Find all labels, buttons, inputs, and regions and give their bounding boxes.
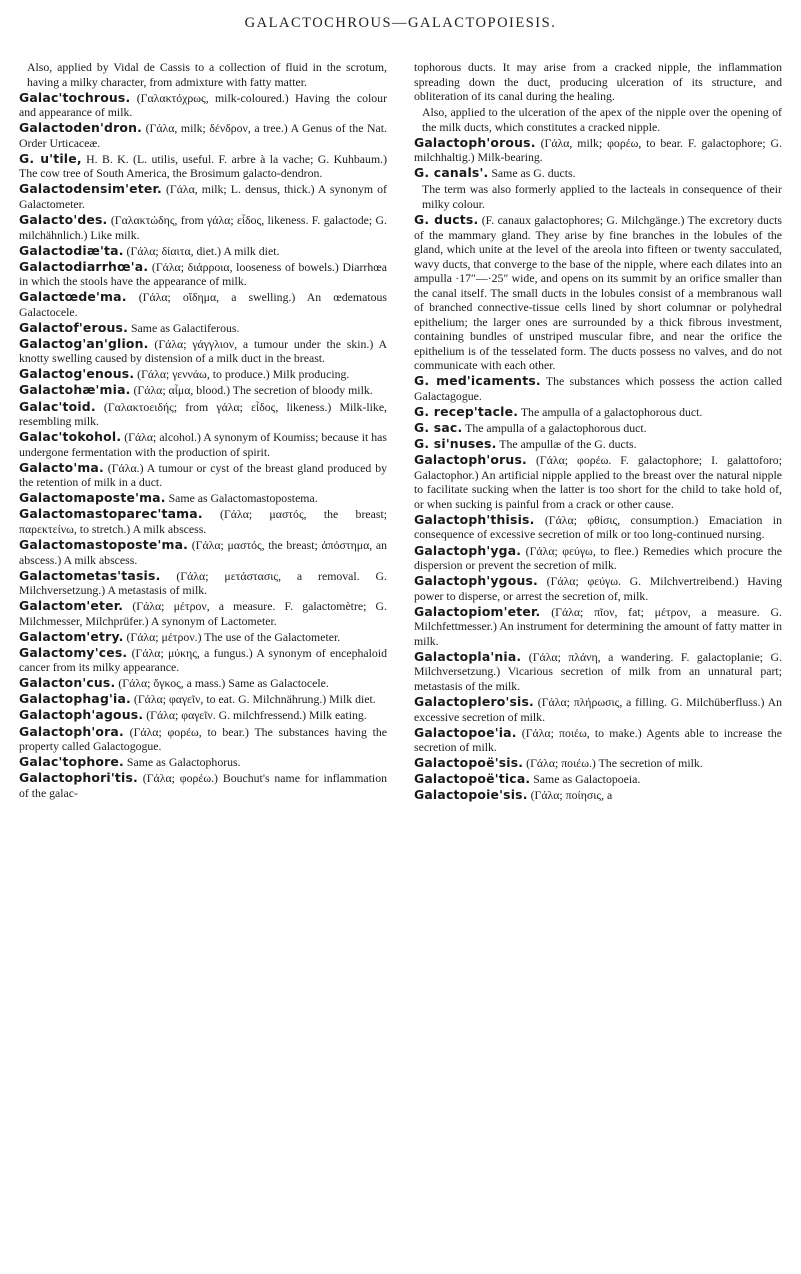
entry-headword: Galacto'des.	[19, 211, 108, 227]
entry-text: (Γάλα; φαγεῖν, to eat. G. Milchnährung.) Milk diet.	[130, 692, 376, 707]
dictionary-entry	[414, 544, 782, 573]
dictionary-entry	[414, 726, 782, 755]
entry-headword: Galactopoë'tica.	[414, 771, 531, 787]
entry-headword: G. canals'.	[414, 165, 489, 181]
dictionary-entry	[19, 244, 387, 259]
dictionary-entry	[19, 569, 387, 598]
entry-text: The substances which possess the action called Galactagogue.	[414, 374, 782, 404]
dictionary-entry	[19, 676, 387, 691]
dictionary-entry	[414, 513, 782, 542]
entry-headword: Galactohæ'mia.	[19, 382, 131, 398]
entry-text: (Γάλα; πλήρωσις, a filling. G. Milchüberfluss.) An excessive secretion of milk.	[414, 694, 782, 724]
entry-text: The ampulla of a galactophorous duct.	[518, 405, 703, 420]
dictionary-entry	[19, 692, 387, 707]
dictionary-entry	[414, 60, 782, 104]
entry-text: (Γάλα; οἴδημα, a swelling.) An œdematous Galactocele.	[19, 290, 387, 319]
dictionary-entry	[414, 405, 782, 420]
dictionary-entry	[19, 91, 387, 120]
entry-text: Also, applied by Vidal de Cassis to a collection of fluid in the scrotum, having a milky character, from admixture with fatty matter.	[27, 60, 387, 89]
entry-headword: Galactopoe'ia.	[414, 724, 517, 740]
dictionary-entry	[19, 755, 387, 770]
entry-headword: Galac'tophore.	[19, 754, 124, 770]
dictionary-entry	[19, 430, 387, 459]
entry-headword: G. sac.	[414, 420, 463, 436]
dictionary-entry	[414, 182, 782, 211]
entry-text: (Γάλα; γεννάω, to produce.) Milk producing.	[134, 367, 350, 382]
entry-headword: Galactoph'ora.	[19, 723, 124, 739]
entry-text: Same as Galactiferous.	[128, 320, 240, 335]
entry-text: The ampullæ of the G. ducts.	[496, 437, 637, 452]
entry-headword: G. ducts.	[414, 211, 479, 227]
page-header: GALACTOCHROUS—GALACTOPOIESIS.	[244, 15, 557, 31]
entry-text: (Γάλα, milk; L. densus, thick.) A synonym of Galactometer.	[19, 182, 387, 211]
dictionary-entry	[414, 574, 782, 603]
dictionary-entry	[414, 788, 782, 803]
dictionary-entry	[19, 461, 387, 490]
entry-text: Same as Galactophorus.	[123, 755, 241, 770]
entry-headword: G. med'icaments.	[414, 373, 541, 389]
dictionary-entry	[19, 491, 387, 506]
entry-headword: Galactoph'orous.	[414, 134, 536, 150]
dictionary-entry	[19, 213, 387, 242]
entry-headword: Galactodiæ'ta.	[19, 242, 124, 258]
entry-headword: Galactoph'agous.	[19, 707, 144, 723]
entry-text: The ampulla of a galactophorous duct.	[462, 421, 647, 436]
entry-text: (Γάλα; αἷμα, blood.) The secretion of bloody milk.	[130, 383, 373, 398]
dictionary-entry	[19, 337, 387, 366]
entry-text: (Γάλα; μέτρον, a measure. F. galactomètre; G. Milchmesser, Milchprüfer.) A synonym of Lactometer.	[19, 599, 387, 628]
dictionary-entry	[19, 708, 387, 723]
dictionary-entry	[19, 400, 387, 429]
entry-headword: Galactoplero'sis.	[414, 693, 534, 709]
entry-headword: Galactomastoparec'tama.	[19, 506, 203, 522]
entry-text: (Γάλα; φεύγω. G. Milchvertreibend.) Having power to disperse, or arrest the secretion of, milk.	[414, 574, 782, 603]
entry-text: Same as G. ducts.	[488, 166, 576, 181]
entry-text: (Γάλα; μύκης, a fungus.) A synonym of encephaloid cancer from its milky appearance.	[19, 645, 387, 675]
entry-text: (Γάλα; μαστός, the breast; παρεκτείνω, to stretch.) A milk abscess.	[19, 507, 387, 536]
entry-text: (F. canaux galactophores; G. Milchgänge.) The excretory ducts of the mammary gland. They arise by fine branches in the lobules of the gland, which unite at the level of the areola into fifteen or twenty sacculated, wavy ducts, that converge to the base of the nipple, where each dilates into an ampulla ·17″—·25″ wide, and opens on its summit by an orifice smaller than the canal itself. The small ducts in the lobules consist of a membranous wall of branched connective-tissue cells lined by short columnar or polyhedral epithelium; the larger ones are surrounded by a thick fibrous investment, containing bundles of unstriped muscular fibre, and near the orifice the epithelium is of the tesselated form. The ducts possess no valves, and do not communicate with each other.	[414, 212, 782, 373]
entry-text: (Γάλα; μέτρον.) The use of the Galactometer.	[123, 629, 341, 644]
dictionary-entry	[19, 152, 387, 181]
entry-text: (Γάλα; πῖον, fat; μέτρον, a measure. G. Milchfettmesser.) An instrument for determining the amount of fatty matter in milk.	[414, 604, 782, 648]
dictionary-entry	[19, 182, 387, 211]
right-column	[414, 60, 782, 804]
entry-headword: Galactoph'ygous.	[414, 573, 538, 589]
entry-text: (Γάλα; γάγγλιον, a tumour under the skin.) A knotty swelling caused by distension of a milk duct in the breast.	[19, 336, 387, 366]
dictionary-entry	[19, 599, 387, 628]
entry-text: Also, applied to the ulceration of the apex of the nipple over the opening of the milk ducts, which constitutes a cracked nipple.	[422, 105, 782, 134]
dictionary-entry	[19, 646, 387, 675]
entry-text: (Γάλα; ποιέω, to make.) Agents able to increase the secretion of milk.	[414, 725, 782, 755]
entry-headword: Galactog'an'glion.	[19, 335, 149, 351]
dictionary-entry	[414, 105, 782, 134]
entry-text: (Γάλα; ποίησις, a	[527, 788, 613, 803]
dictionary-entry	[414, 166, 782, 181]
entry-headword: Galac'tokohol.	[19, 429, 122, 445]
entry-headword: Galactog'enous.	[19, 366, 135, 382]
entry-text: (Γάλα; φορέω. F. galactophore; I. galattoforo; Galactophor.) An artificial nipple applied to the breast over the natural nipple to facilitate sucking when the latter is too short for the child to take hold of, or when sucking is painful from a crack or other cause.	[414, 453, 782, 511]
entry-text: (Γάλα, milk; δένδρον, a tree.) A Genus of the Nat. Order Urticaceæ.	[19, 121, 387, 150]
entry-text: (Γάλα; alcohol.) A synonym of Koumiss; because it has undergone fermentation with the production of spirit.	[19, 430, 387, 459]
entry-headword: G. u'tile,	[19, 150, 82, 166]
entry-headword: Galactopoie'sis.	[414, 787, 528, 803]
entry-headword: Galac'toid.	[19, 398, 96, 414]
dictionary-entry	[19, 538, 387, 567]
dictionary-entry	[19, 367, 387, 382]
entry-text: (Γαλακτόχρως, milk-coloured.) Having the colour and appearance of milk.	[19, 90, 387, 120]
entry-headword: Galactomaposte'ma.	[19, 490, 166, 506]
dictionary-entry	[414, 213, 782, 373]
entry-text: (Γαλακτώδης, from γάλα; εἶδος, likeness. F. galactode; G. milchähnlich.) Like milk.	[19, 212, 387, 242]
entry-headword: Galactomastoposte'ma.	[19, 536, 189, 552]
dictionary-entry	[19, 725, 387, 754]
left-column	[19, 60, 387, 802]
dictionary-entry	[19, 771, 387, 800]
entry-headword: Galactoph'orus.	[414, 452, 527, 468]
entry-text: (Γάλα, milk; φορέω, to bear. F. galactophore; G. milchhaltig.) Milk-bearing.	[414, 135, 782, 165]
dictionary-entry	[414, 695, 782, 724]
entry-headword: G. si'nuses.	[414, 436, 497, 452]
entry-text: (Γαλακτοειδής; from γάλα; εἶδος, likeness.) Milk-like, resembling milk.	[19, 399, 387, 429]
dictionary-entry	[414, 374, 782, 403]
entry-headword: Galactoden'dron.	[19, 120, 143, 136]
entry-text: (Γάλα.) A tumour or cyst of the breast gland produced by the retention of milk in a duct.	[19, 460, 387, 490]
dictionary-entry	[414, 421, 782, 436]
entry-text: The term was also formerly applied to the lacteals in consequence of their milky colour.	[422, 182, 782, 211]
entry-headword: Galactom'eter.	[19, 598, 124, 614]
entry-headword: G. recep'tacle.	[414, 404, 519, 420]
dictionary-entry	[414, 772, 782, 787]
entry-text: (Γάλα; φορέω.) Bouchut's name for inflammation of the galac-	[19, 771, 387, 800]
dictionary-entry	[19, 260, 387, 289]
dictionary-entry	[19, 507, 387, 536]
entry-headword: Galactom'etry.	[19, 628, 124, 644]
entry-text: (Γάλα; μαστός, the breast; ἀπόστημα, an abscess.) A milk abscess.	[19, 537, 387, 567]
entry-headword: Galacton'cus.	[19, 675, 116, 691]
dictionary-entry	[19, 630, 387, 645]
entry-headword: Galactopiom'eter.	[414, 603, 541, 619]
entry-headword: Galactophori'tis.	[19, 770, 138, 786]
entry-headword: Galactœde'ma.	[19, 289, 127, 305]
dictionary-entry	[19, 60, 387, 89]
entry-headword: Galacto'ma.	[19, 459, 104, 475]
dictionary-entry	[19, 121, 387, 150]
entry-text: (Γάλα; φεύγω, to flee.) Remedies which procure the dispersion or prevent the secretion of milk.	[414, 543, 782, 573]
entry-headword: Galactodiarrhœ'a.	[19, 258, 149, 274]
dictionary-entry	[19, 383, 387, 398]
entry-text: (Γάλα; ποιέω.) The secretion of milk.	[523, 756, 703, 771]
entry-text: (Γάλα; διάρροια, looseness of bowels.) Diarrhœa in which the stools have the appearance of milk.	[19, 259, 387, 289]
dictionary-entry	[19, 321, 387, 336]
entry-headword: Galactopla'nia.	[414, 648, 522, 664]
entry-headword: Galactoph'thisis.	[414, 511, 535, 527]
dictionary-entry	[414, 650, 782, 694]
entry-text: Same as Galactomastopostema.	[165, 491, 318, 506]
entry-headword: Galactomy'ces.	[19, 644, 128, 660]
entry-text: (Γάλα; ὄγκος, a mass.) Same as Galactocele.	[115, 676, 329, 691]
entry-headword: Galactophag'ia.	[19, 691, 131, 707]
dictionary-entry	[414, 136, 782, 165]
entry-text: (Γάλα; φαγεῖν. G. milchfressend.) Milk eating.	[143, 708, 367, 723]
entry-headword: Galactoph'yga.	[414, 542, 522, 558]
entry-text: (Γάλα; δίαιτα, diet.) A milk diet.	[123, 243, 280, 258]
dictionary-entry	[19, 290, 387, 319]
entry-text: Same as Galactopoeia.	[530, 772, 641, 787]
entry-headword: Galactodensim'eter.	[19, 181, 162, 197]
entry-text: (Γάλα; πλάνη, a wandering. F. galactoplanie; G. Milchversetzung.) Vicarious secretion of milk from an unnatural part; metastasis of the milk.	[414, 649, 782, 693]
dictionary-entry	[414, 756, 782, 771]
dictionary-entry	[414, 453, 782, 511]
entry-text: tophorous ducts. It may arise from a cracked nipple, the inflammation spreading down the duct, producing ulceration of its structure, and obliteration of its canal during the healing.	[414, 60, 782, 104]
entry-headword: Galactof'erous.	[19, 319, 129, 335]
entry-text: H. B. K. (L. utilis, useful. F. arbre à la vache; G. Kuhbaum.) The cow tree of South America, the Brosimum galacto-dendron.	[19, 151, 387, 181]
entry-text: (Γάλα; φορέω, to bear.) The substances having the property called Galactogogue.	[19, 724, 387, 754]
entry-headword: Galactopoë'sis.	[414, 755, 524, 771]
entry-headword: Galac'tochrous.	[19, 89, 131, 105]
entry-text: (Γάλα; φθίσις, consumption.) Emaciation in consequence of excessive secretion of milk or too long-continued nursing.	[414, 512, 782, 542]
dictionary-entry	[414, 437, 782, 452]
entry-headword: Galactometas'tasis.	[19, 567, 161, 583]
entry-text: (Γάλα; μετάστασις, a removal. G. Milchversetzung.) A metastasis of milk.	[19, 568, 387, 598]
dictionary-entry	[414, 605, 782, 649]
